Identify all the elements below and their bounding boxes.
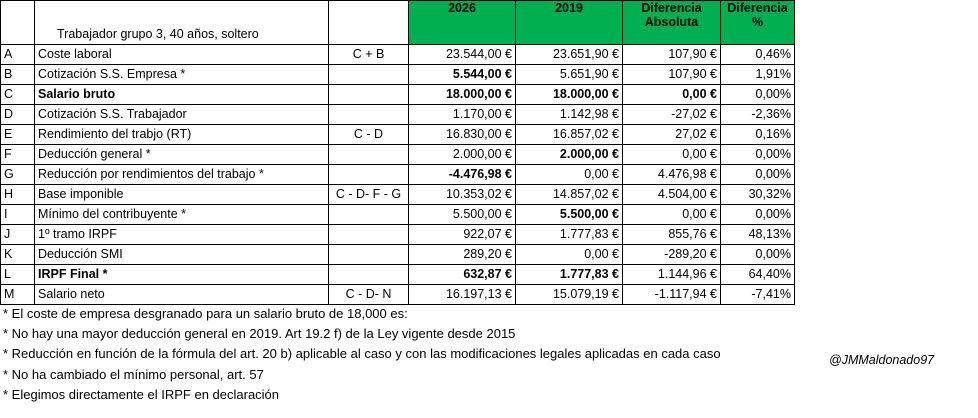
row-formula (329, 105, 409, 125)
row-letter: M (1, 285, 35, 305)
table-row (1, 185, 795, 205)
row-formula (329, 85, 409, 105)
row-diff-percent: 0,00% (721, 165, 795, 185)
row-diff-percent: -7,41% (721, 285, 795, 305)
row-letter: I (1, 205, 35, 225)
note-line: * El coste de empresa desgranado para un salario bruto de 18,000 es: (3, 306, 408, 321)
row-value-2026: -4.476,98 € (409, 165, 516, 185)
row-value-2019: 1.777,83 € (516, 265, 623, 285)
table-header-row (1, 1, 795, 45)
row-value-2019: 16.857,02 € (516, 125, 623, 145)
table-row (1, 125, 795, 145)
row-concept: Cotización S.S. Empresa * (35, 65, 329, 85)
row-concept: Cotización S.S. Trabajador (35, 105, 329, 125)
row-diff-absolute: -1.117,94 € (623, 285, 721, 305)
row-value-2026: 922,07 € (409, 225, 516, 245)
header-diferencia-pct: Diferencia % (721, 1, 795, 45)
row-formula (329, 205, 409, 225)
row-letter: F (1, 145, 35, 165)
row-value-2019: 1.777,83 € (516, 225, 623, 245)
table-row (1, 145, 795, 165)
row-diff-absolute: 0,00 € (623, 205, 721, 225)
row-letter: J (1, 225, 35, 245)
table-row (1, 225, 795, 245)
row-letter: D (1, 105, 35, 125)
row-concept: Reducción por rendimientos del trabajo * (35, 165, 329, 185)
row-diff-absolute: -27,02 € (623, 105, 721, 125)
header-diferencia-absoluta: Diferencia Absoluta (623, 1, 721, 45)
row-concept: Deducción SMI (35, 245, 329, 265)
row-value-2026: 16.197,13 € (409, 285, 516, 305)
row-formula (329, 265, 409, 285)
row-value-2019: 23.651,90 € (516, 45, 623, 65)
row-formula: C - D (329, 125, 409, 145)
row-diff-absolute: 27,02 € (623, 125, 721, 145)
row-diff-percent: 0,00% (721, 245, 795, 265)
table-row (1, 265, 795, 285)
row-diff-percent: 0,16% (721, 125, 795, 145)
row-formula (329, 245, 409, 265)
row-letter: G (1, 165, 35, 185)
table-row (1, 65, 795, 85)
row-value-2026: 5.500,00 € (409, 205, 516, 225)
row-diff-percent: 64,40% (721, 265, 795, 285)
row-diff-percent: 30,32% (721, 185, 795, 205)
row-diff-absolute: -289,20 € (623, 245, 721, 265)
row-value-2019: 5.500,00 € (516, 205, 623, 225)
row-concept: Rendimiento del trabjo (RT) (35, 125, 329, 145)
row-value-2026: 16.830,00 € (409, 125, 516, 145)
row-value-2026: 18.000,00 € (409, 85, 516, 105)
table-row (1, 205, 795, 225)
row-value-2019: 18.000,00 € (516, 85, 623, 105)
note-line: * Elegimos directamente el IRPF en declaración (3, 386, 280, 402)
row-diff-absolute: 4.504,00 € (623, 185, 721, 205)
row-diff-absolute: 855,76 € (623, 225, 721, 245)
table-row (1, 45, 795, 65)
row-letter: H (1, 185, 35, 205)
row-value-2026: 10.353,02 € (409, 185, 516, 205)
row-letter: B (1, 65, 35, 85)
row-concept: Salario neto (35, 285, 329, 305)
row-concept: IRPF Final * (35, 265, 329, 285)
row-value-2026: 23.544,00 € (409, 45, 516, 65)
header-empty-letter (1, 1, 35, 45)
row-diff-absolute: 107,90 € (623, 65, 721, 85)
row-formula: C - D- N (329, 285, 409, 305)
row-concept: Base imponible (35, 185, 329, 205)
row-diff-absolute: 0,00 € (623, 145, 721, 165)
row-concept: Coste laboral (35, 45, 329, 65)
row-concept: Salario bruto (35, 85, 329, 105)
row-formula (329, 165, 409, 185)
table-row (1, 105, 795, 125)
table-title: Trabajador grupo 3, 40 años, soltero (35, 1, 329, 45)
author-signature: @JMMaldonado97 (829, 353, 935, 367)
header-empty-formula (329, 1, 409, 45)
row-value-2019: 2.000,00 € (516, 145, 623, 165)
row-value-2026: 2.000,00 € (409, 145, 516, 165)
row-letter: L (1, 265, 35, 285)
row-letter: K (1, 245, 35, 265)
table-row (1, 85, 795, 105)
row-diff-percent: 0,00% (721, 85, 795, 105)
row-concept: Mínimo del contribuyente * (35, 205, 329, 225)
row-diff-percent: 0,00% (721, 145, 795, 165)
row-value-2019: 15.079,19 € (516, 285, 623, 305)
row-formula (329, 145, 409, 165)
row-diff-absolute: 0,00 € (623, 85, 721, 105)
table-row (1, 165, 795, 185)
row-diff-percent: 1,91% (721, 65, 795, 85)
row-formula (329, 65, 409, 85)
row-value-2019: 0,00 € (516, 165, 623, 185)
table-row (1, 285, 795, 305)
row-letter: E (1, 125, 35, 145)
row-value-2019: 14.857,02 € (516, 185, 623, 205)
notes (3, 304, 721, 405)
row-diff-percent: 0,46% (721, 45, 795, 65)
row-value-2026: 5.544,00 € (409, 65, 516, 85)
row-concept: 1º tramo IRPF (35, 225, 329, 245)
row-diff-absolute: 4.476,98 € (623, 165, 721, 185)
row-value-2019: 5.651,90 € (516, 65, 623, 85)
row-diff-absolute: 107,90 € (623, 45, 721, 65)
note-line: * Reducción en función de la fórmula del art. 20 b) aplicable al caso y con las modificaciones legales aplicadas en cada caso (3, 346, 721, 362)
row-value-2026: 289,20 € (409, 245, 516, 265)
row-diff-percent: -2,36% (721, 105, 795, 125)
row-formula (329, 225, 409, 245)
row-letter: A (1, 45, 35, 65)
row-letter: C (1, 85, 35, 105)
row-diff-percent: 0,00% (721, 205, 795, 225)
row-value-2026: 632,87 € (409, 265, 516, 285)
row-formula: C + B (329, 45, 409, 65)
table-row (1, 245, 795, 265)
row-value-2019: 0,00 € (516, 245, 623, 265)
row-value-2019: 1.142,98 € (516, 105, 623, 125)
header-2026: 2026 (409, 1, 516, 45)
row-diff-percent: 48,13% (721, 225, 795, 245)
note-line: * No ha cambiado el mínimo personal, art. 57 (3, 366, 264, 382)
row-formula: C - D- F - G (329, 185, 409, 205)
header-2019: 2019 (516, 1, 623, 45)
row-concept: Deducción general * (35, 145, 329, 165)
row-value-2026: 1.170,00 € (409, 105, 516, 125)
row-diff-absolute: 1.144,96 € (623, 265, 721, 285)
note-line: * No hay una mayor deducción general en 2019. Art 19.2 f) de la Ley vigente desde 2015 (3, 326, 516, 342)
